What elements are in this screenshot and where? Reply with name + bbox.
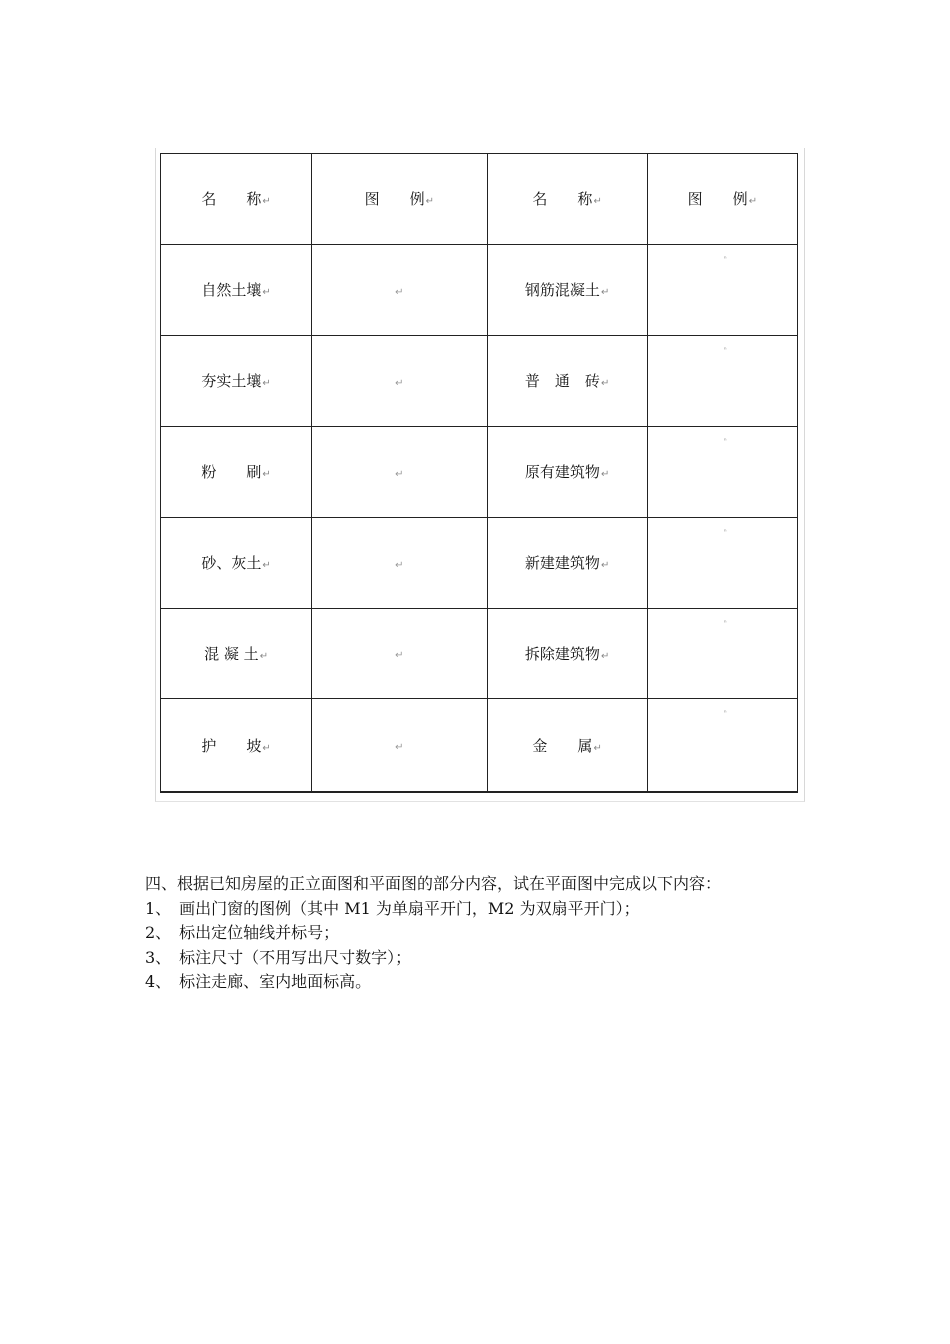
- table-row: [161, 244, 798, 335]
- material-name: 新建建筑物: [524, 554, 600, 573]
- small-mark: ⁿ: [723, 436, 727, 445]
- left-name-cell: [161, 335, 312, 426]
- paragraph-mark: ↵: [600, 287, 610, 299]
- material-name: 普 通 砖: [524, 372, 600, 391]
- paragraph-mark: ↵: [262, 469, 271, 481]
- question-item: 4、 标注走廊、室内地面标高。: [145, 972, 372, 991]
- question-item: 1、 画出门窗的图例（其中 M1 为单扇平开门，M2 为双扇平开门）；: [145, 898, 640, 918]
- table-header-row: [161, 154, 798, 245]
- material-name: 护 坡: [201, 736, 262, 755]
- header-name-right: [487, 154, 647, 245]
- material-name: 夯实土壤: [201, 372, 262, 391]
- right-legend-cell: [647, 426, 797, 517]
- header-name-left-text: 名 称: [201, 190, 262, 209]
- small-mark: ⁿ: [723, 254, 727, 263]
- table-row: [161, 426, 798, 517]
- header-name-left: [161, 154, 312, 245]
- right-name-cell: [487, 244, 647, 335]
- material-name: 砂、灰土: [201, 554, 262, 573]
- legend-table-container: [155, 148, 805, 802]
- right-name-cell: [487, 699, 647, 792]
- right-legend-cell: [647, 608, 797, 699]
- right-legend-cell: [647, 699, 797, 792]
- table-row: [161, 335, 798, 426]
- left-name-cell: [161, 517, 312, 608]
- material-name: 混 凝 土: [204, 644, 259, 663]
- right-name-cell: [487, 426, 647, 517]
- paragraph-mark: ↵: [748, 196, 758, 208]
- table-row: [161, 608, 798, 699]
- header-legend-left-text: 图 例: [364, 190, 425, 209]
- small-mark: ⁿ: [723, 709, 727, 718]
- right-legend-cell: [647, 244, 797, 335]
- header-legend-right-text: 图 例: [687, 190, 748, 209]
- left-legend-cell: [312, 335, 487, 426]
- table-row: [161, 517, 798, 608]
- paragraph-mark: ↵: [259, 650, 269, 662]
- small-mark: ⁿ: [723, 618, 727, 627]
- paragraph-mark: ↵: [262, 287, 271, 299]
- material-name: 拆除建筑物: [524, 644, 600, 663]
- paragraph-mark: ↵: [262, 560, 271, 572]
- left-legend-cell: [312, 517, 487, 608]
- material-name: 钢筋混凝土: [524, 281, 600, 300]
- paragraph-mark: ↵: [395, 377, 404, 389]
- material-name: 粉 刷: [201, 463, 262, 482]
- paragraph-mark: ↵: [395, 650, 404, 662]
- paragraph-mark: ↵: [593, 196, 602, 208]
- paragraph-mark: ↵: [395, 286, 404, 298]
- left-legend-cell: [312, 608, 487, 699]
- right-name-cell: [487, 335, 647, 426]
- paragraph-mark: ↵: [262, 196, 271, 208]
- right-name-cell: [487, 608, 647, 699]
- paragraph-mark: ↵: [395, 742, 404, 754]
- paragraph-mark: ↵: [593, 742, 602, 754]
- paragraph-mark: ↵: [262, 742, 271, 754]
- small-mark: ⁿ: [723, 527, 727, 536]
- question-item: 2、 标出定位轴线并标号；: [145, 923, 340, 942]
- legend-table: [160, 153, 798, 793]
- paragraph-mark: ↵: [425, 196, 435, 208]
- question-block: [145, 872, 721, 995]
- table-row: [161, 699, 798, 792]
- left-legend-cell: [312, 244, 487, 335]
- small-mark: ⁿ: [723, 345, 727, 354]
- paragraph-mark: ↵: [395, 468, 404, 480]
- right-legend-cell: [647, 517, 797, 608]
- paragraph-mark: ↵: [395, 559, 404, 571]
- paragraph-mark: ↵: [600, 650, 610, 662]
- paragraph-mark: ↵: [600, 469, 610, 481]
- material-name: 金 属: [532, 736, 593, 755]
- header-legend-right: [647, 154, 797, 245]
- left-name-cell: [161, 244, 312, 335]
- left-legend-cell: [312, 699, 487, 792]
- material-name: 自然土壤: [201, 281, 262, 300]
- left-name-cell: [161, 699, 312, 792]
- left-legend-cell: [312, 426, 487, 517]
- paragraph-mark: ↵: [262, 378, 271, 390]
- right-name-cell: [487, 517, 647, 608]
- material-name: 原有建筑物: [524, 463, 600, 482]
- header-name-right-text: 名 称: [532, 190, 593, 209]
- left-name-cell: [161, 608, 312, 699]
- paragraph-mark: ↵: [600, 378, 610, 390]
- header-legend-left: [312, 154, 487, 245]
- paragraph-mark: ↵: [600, 560, 610, 572]
- question-intro: 四、根据已知房屋的正立面图和平面图的部分内容，试在平面图中完成以下内容：: [145, 874, 722, 893]
- right-legend-cell: [647, 335, 797, 426]
- question-item: 3、 标注尺寸（不用写出尺寸数字）；: [145, 947, 412, 967]
- left-name-cell: [161, 426, 312, 517]
